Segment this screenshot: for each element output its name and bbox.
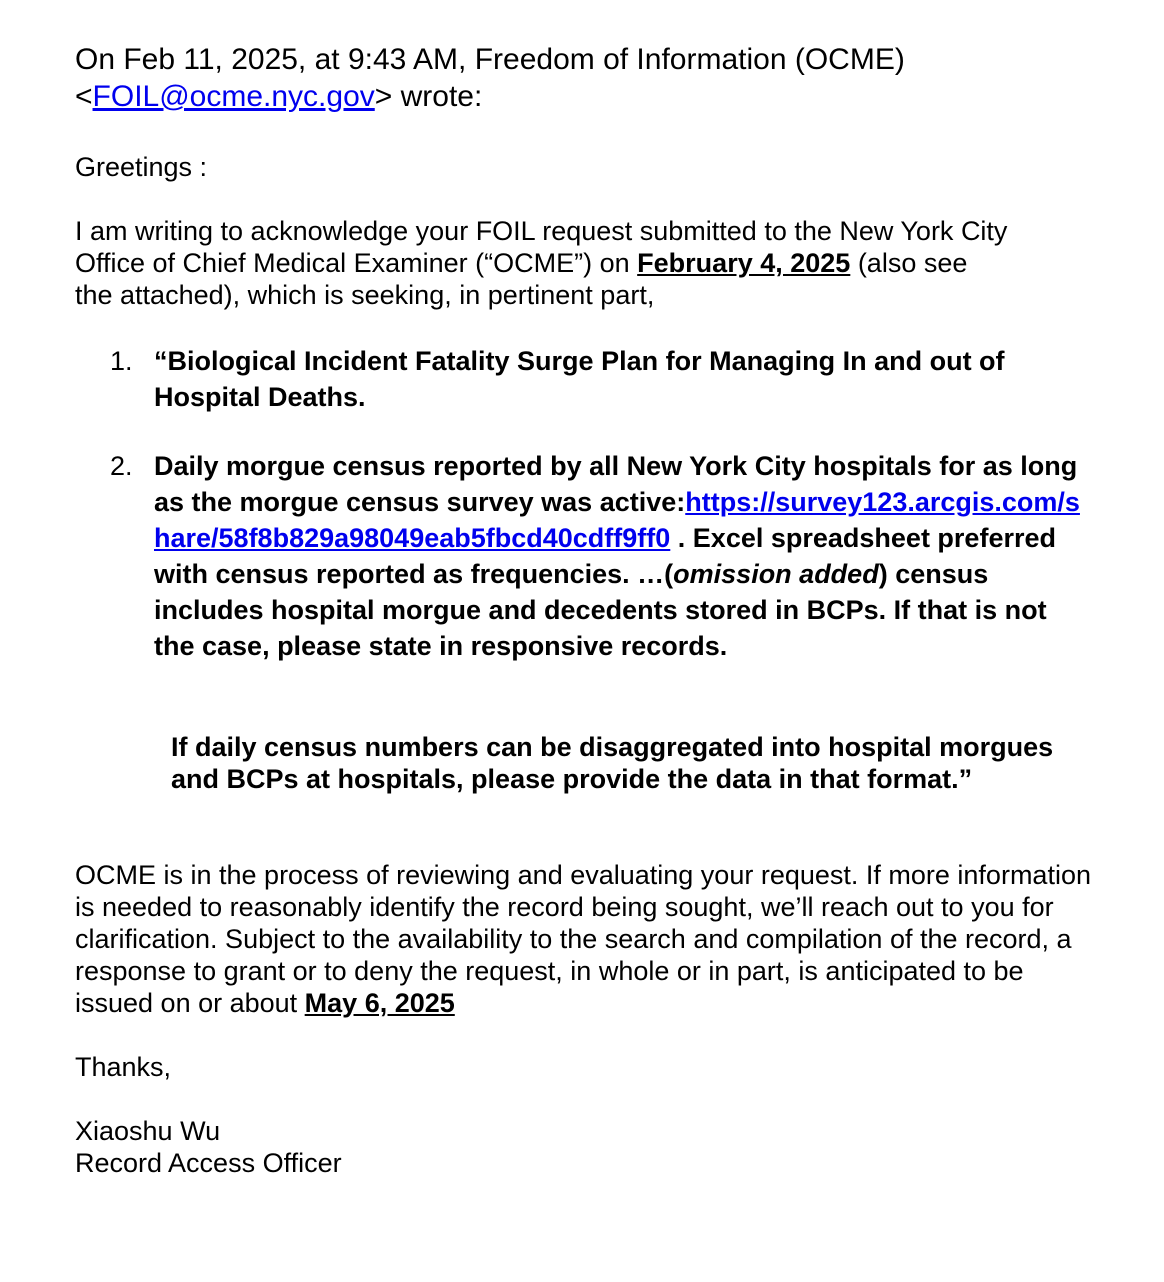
intro-line3: the attached), which is seeking, in pertinent part, <box>75 280 655 310</box>
status-paragraph <box>75 859 1095 1019</box>
signature <box>75 1115 342 1179</box>
header-prefix: On Feb 11, 2025, at 9:43 AM, Freedom of Information (OCME) <box>75 43 905 76</box>
request-date: February 4, 2025 <box>637 248 851 278</box>
response-date: May 6, 2025 <box>304 988 455 1018</box>
intro-paragraph <box>75 215 1115 311</box>
item2-text-c: ) census includes hospital morgue and decedents stored in BCPs. If that is not the case, please state in responsive records. <box>154 559 1047 661</box>
sender-email-link[interactable]: FOIL@ocme.nyc.gov <box>92 80 375 113</box>
list-item-number: 2. <box>110 451 133 481</box>
disaggregation-note: If daily census numbers can be disaggregated into hospital morgues and BCPs at hospitals, please provide the data in that format.” <box>171 732 1054 794</box>
greeting: Greetings : <box>75 152 208 182</box>
intro-line2a: Office of Chief Medical Examiner (“OCME”) on <box>75 248 638 278</box>
email-quote-header <box>75 41 1135 115</box>
header-lt: < <box>75 80 93 113</box>
item2-emphasis: omission added <box>673 559 879 589</box>
signature-title: Record Access Officer <box>75 1148 342 1178</box>
status-text: OCME is in the process of reviewing and evaluating your request. If more information is needed to reasonably identify the record being sought, we’ll reach out to you for clarification. Subject to the availability to the search and compilation of the record, a response to grant or to deny the request, in whole or in part, is anticipated to be issued on or about <box>75 860 1091 1018</box>
list-item-text <box>154 448 1094 664</box>
survey-link[interactable]: https://survey123.arcgis.com/share/58f8b829a98049eab5fbcd40cdff9ff0 <box>154 487 1080 553</box>
header-suffix: > wrote: <box>374 80 483 113</box>
intro-line2b: (also see <box>850 248 968 278</box>
intro-line1: I am writing to acknowledge your FOIL request submitted to the New York City <box>75 216 1008 246</box>
closing: Thanks, <box>75 1052 172 1082</box>
list-item-text: “Biological Incident Fatality Surge Plan for Managing In and out of Hospital Deaths. <box>154 346 1005 412</box>
list-item-number: 1. <box>110 346 133 376</box>
signature-name: Xiaoshu Wu <box>75 1116 221 1146</box>
item2-text-b: . Excel spreadsheet preferred with census reported as frequencies. …( <box>154 523 1056 589</box>
item2-text-a: Daily morgue census reported by all New York City hospitals for as long as the morgue census survey was active: <box>154 451 1078 517</box>
